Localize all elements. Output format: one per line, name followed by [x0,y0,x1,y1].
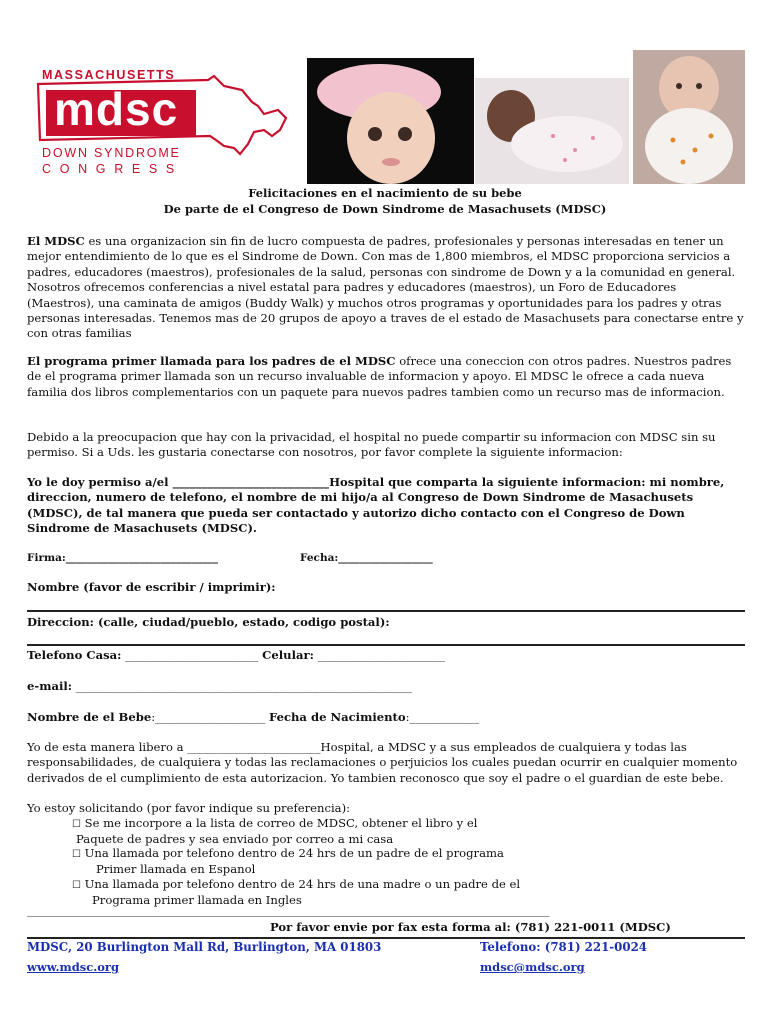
logo-line2: C O N G R E S S [42,162,177,176]
option-3-line1: Una llamada por telefono dentro de 24 hrs de una madre o un padre de el [84,877,521,891]
footer-address: MDSC, 20 Burlington Mall Rd, Burlington, MA 01803 [27,940,382,954]
bebe-label: Nombre de el Bebe [27,710,152,724]
nacimiento-field[interactable]: :____________ [405,710,480,724]
celular-label: Celular: [262,648,314,662]
footer-web-link[interactable] [27,956,119,975]
direccion-label: Direccion: (calle, ciudad/pueblo, estado, codigo postal): [27,615,390,629]
bebe-row [27,710,745,725]
telefono-label: Telefono Casa: [27,648,122,662]
option-2-line1: Una llamada por telefono dentro de 24 hrs de un padre de el programa [84,846,504,860]
footer-email[interactable]: mdsc@mdsc.org [480,960,585,974]
firma-field[interactable]: Firma:_____________________________ [27,552,219,564]
logo-line1: DOWN SYNDROME [42,146,181,160]
permission-paragraph: Yo le doy permiso a/el ___________________________Hospital que comparta la siguiente informacion: mi nombre, direccion, numero de telefono, el nombre de mi hijo/a al Congreso de Down Sindrome de Masachusets (MDSC), de tal manera que pueda ser contactado y autorizo dicho contacto con el Congreso de Down Sindrome de Masachusets (MDSC). [27,475,725,536]
footer-divider [27,937,745,939]
intro-text: es una organizacion sin fin de lucro compuesta de padres, profesionales y personas interesadas en tener un mejor entendimiento de lo que es el Sindrome de Down. Con mas de 1,800 miembros, el MDSC proporciona servicios a padres, educadores (maestros), profesionales de la salud, personas con sindrome de Down y a la comunidad en general. Nosotros ofrecemos conferencias a nivel estatal para padres y educadores (maestros), un Foro de Educadores (Maestros), una caminata de amigos (Buddy Walk) y muchos otros programas y oportunidades para los padres y otras personas interesadas. Tenemos mas de 20 grupos de apoyo a traves de el estado de Masachusets para conectarse entre y con otras familias [27,234,744,341]
baby-photo-pink-hat [307,58,474,184]
telefono-field[interactable]: _______________________ [121,648,263,662]
preference-prompt: Yo estoy solicitando (por favor indique su preferencia): [27,801,351,815]
option-1-line2: Paquete de padres y sea enviado por correo a mi casa [76,832,394,847]
checkbox-icon[interactable]: ☐ [72,880,81,891]
baby-photo-lying [475,78,629,184]
celular-field[interactable]: ______________________ [313,648,446,662]
option-1[interactable] [72,816,712,848]
footer-phone: Telefono: (781) 221-0024 [480,940,648,954]
bebe-field[interactable]: :___________________ [151,710,269,724]
privacy-paragraph: Debido a la preocupacion que hay con la privacidad, el hospital no puede compartir su informacion con MDSC sin su permiso. Si a Uds. les gustaria conectarse con nosotros, por favor complete la siguiente informacion: [27,430,716,460]
fecha-field[interactable]: Fecha:__________________ [300,552,433,564]
option-3-line2: Programa primer llamada en Ingles [92,893,302,908]
program-lead: El programa primer llamada para los padres de el MDSC [27,354,396,368]
checkbox-icon[interactable]: ☐ [72,849,81,860]
nacimiento-label: Fecha de Nacimiento [268,710,406,724]
email-row [27,679,745,694]
intro-lead: El MDSC [27,234,85,248]
telefono-row [27,648,745,663]
footer-email-link[interactable] [480,956,585,975]
logo-abbr: mdsc [54,83,179,135]
logo-state: MASSACHUSETTS [42,68,176,82]
fax-instruction: Por favor envie por fax esta forma al: (781) 221-0011 (MDSC) [270,920,671,934]
program-paragraph [27,354,745,400]
email-field[interactable]: __________________________________________________________ [72,679,412,693]
program-text: ofrece una coneccion con otros padres. Nuestros padres de el programa primer llamada son un recurso invaluable de informacion y apoyo. El MDSC le ofrece a cada nueva familia dos libros complementarios con un paquete para nuevos padres tambien como un recurso mas de informacion. [27,354,732,399]
nombre-line[interactable] [27,610,745,612]
nombre-label: Nombre (favor de escribir / imprimir): [27,580,276,594]
heading-line2: De parte de el Congreso de Down Sindrome de Masachusets (MDSC) [163,202,607,216]
intro-paragraph [27,234,745,342]
cut-line: _______________________________________________________________________________________________ [27,905,550,917]
direccion-line[interactable] [27,644,745,646]
option-1-line1: Se me incorpore a la lista de correo de MDSC, obtener el libro y el [84,816,478,830]
email-label: e-mail: [27,679,73,693]
mdsc-logo [28,66,290,180]
option-2[interactable] [72,846,712,878]
heading-line1: Felicitaciones en el nacimiento de su bebe [248,186,522,200]
baby-photo-diaper [633,50,745,184]
checkbox-icon[interactable]: ☐ [72,819,81,830]
footer-web[interactable]: www.mdsc.org [27,960,120,974]
release-paragraph: Yo de esta manera libero a _______________________Hospital, a MDSC y a sus empleados de cualquiera y todas las responsabilidades, de cualquiera y todas las reclamaciones o perjuicios los cuales puedan ocurrir en cualquier momento derivados de el cumplimiento de esta autorizacion. Yo tambien reconosco que soy el padre o el guardian de este bebe. [27,740,738,785]
option-2-line2: Primer llamada en Espanol [96,862,256,877]
